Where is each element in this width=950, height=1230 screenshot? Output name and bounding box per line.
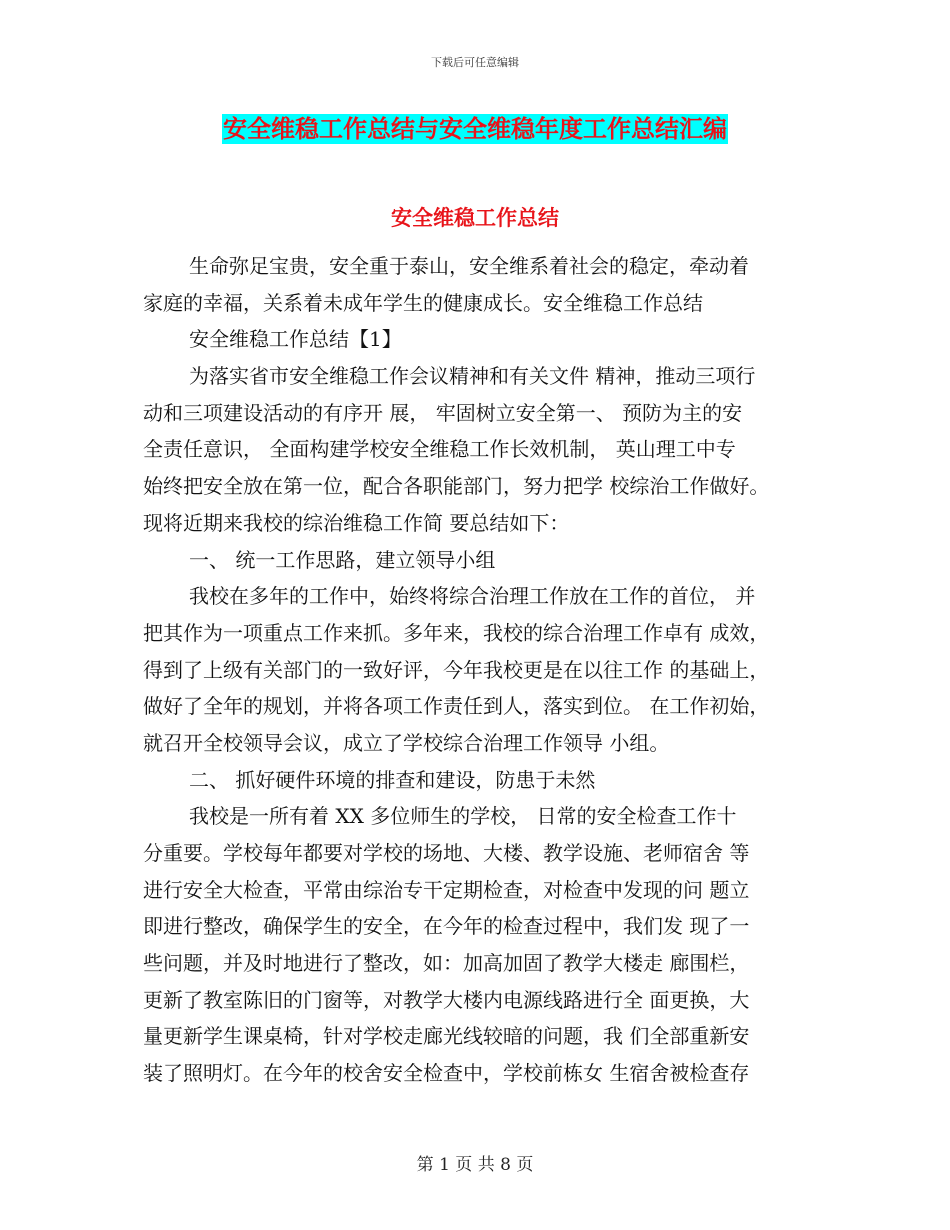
body-text xyxy=(143,248,823,1092)
text-line: 些问题，并及时地进行了整改，如：加高加固了教学大楼走 廊围栏， xyxy=(143,951,750,976)
page-footer: 第 1 页 共 8 页 xyxy=(416,1155,534,1175)
document-title-wrap xyxy=(0,114,950,144)
text-line: 安全维稳工作总结【1】 xyxy=(189,327,402,352)
text-line: 更新了教室陈旧的门窗等，对教学大楼内电源线路进行全 面更换，大 xyxy=(143,987,750,1012)
text-line: 装了照明灯。在今年的校舍安全检查中，学校前栋女 生宿舍被检查存 xyxy=(143,1061,750,1086)
text-line: 为落实省市安全维稳工作会议精神和有关文件 精神，推动三项行 xyxy=(189,364,756,389)
text-line: 做好了全年的规划，并将各项工作责任到人，落实到位。 在工作初始， xyxy=(143,694,770,719)
text-line: 动和三项建设活动的有序开 展， 牢固树立安全第一、 预防为主的安 xyxy=(143,400,743,425)
text-line: 现将近期来我校的综治维稳工作简 要总结如下： xyxy=(143,510,570,535)
text-line: 全责任意识， 全面构建学校安全维稳工作长效机制， 英山理工中专 xyxy=(143,437,736,462)
text-line: 我校是一所有着 XX 多位师生的学校， 日常的安全检查工作十 xyxy=(189,804,737,829)
text-line: 一、 统一工作思路，建立领导小组 xyxy=(189,547,496,572)
text-line: 始终把安全放在第一位，配合各职能部门，努力把学 校综治工作做好。 xyxy=(143,474,770,499)
document-title: 安全维稳工作总结与安全维稳年度工作总结汇编 xyxy=(223,115,727,143)
text-line: 生命弥足宝贵，安全重于泰山，安全维系着社会的稳定，牵动着 xyxy=(189,254,749,278)
text-line: 我校在多年的工作中，始终将综合治理工作放在工作的首位， 并 xyxy=(189,584,756,609)
header-note: 下载后可任意编辑 xyxy=(431,56,519,69)
text-line: 量更新学生课桌椅，针对学校走廊光线较暗的问题，我 们全部重新安 xyxy=(143,1024,750,1049)
text-line: 家庭的幸福，关系着未成年学生的健康成长。安全维稳工作总结 xyxy=(143,290,703,315)
section-title: 安全维稳工作总结 xyxy=(391,206,559,230)
text-line: 分重要。学校每年都要对学校的场地、大楼、教学设施、老师宿舍 等 xyxy=(143,841,750,865)
text-line: 把其作为一项重点工作来抓。多年来，我校的综合治理工作卓有 成效， xyxy=(143,620,770,645)
text-line: 二、 抓好硬件环境的排查和建设，防患于未然 xyxy=(189,767,596,792)
text-line: 进行安全大检查，平常由综治专干定期检查，对检查中发现的问 题立 xyxy=(143,877,750,902)
text-line: 即进行整改，确保学生的安全，在今年的检查过程中，我们发 现了一 xyxy=(143,914,750,939)
text-line: 就召开全校领导会议，成立了学校综合治理工作领导 小组。 xyxy=(143,730,670,755)
text-line: 得到了上级有关部门的一致好评，今年我校更是在以往工作 的基础上， xyxy=(143,657,770,682)
